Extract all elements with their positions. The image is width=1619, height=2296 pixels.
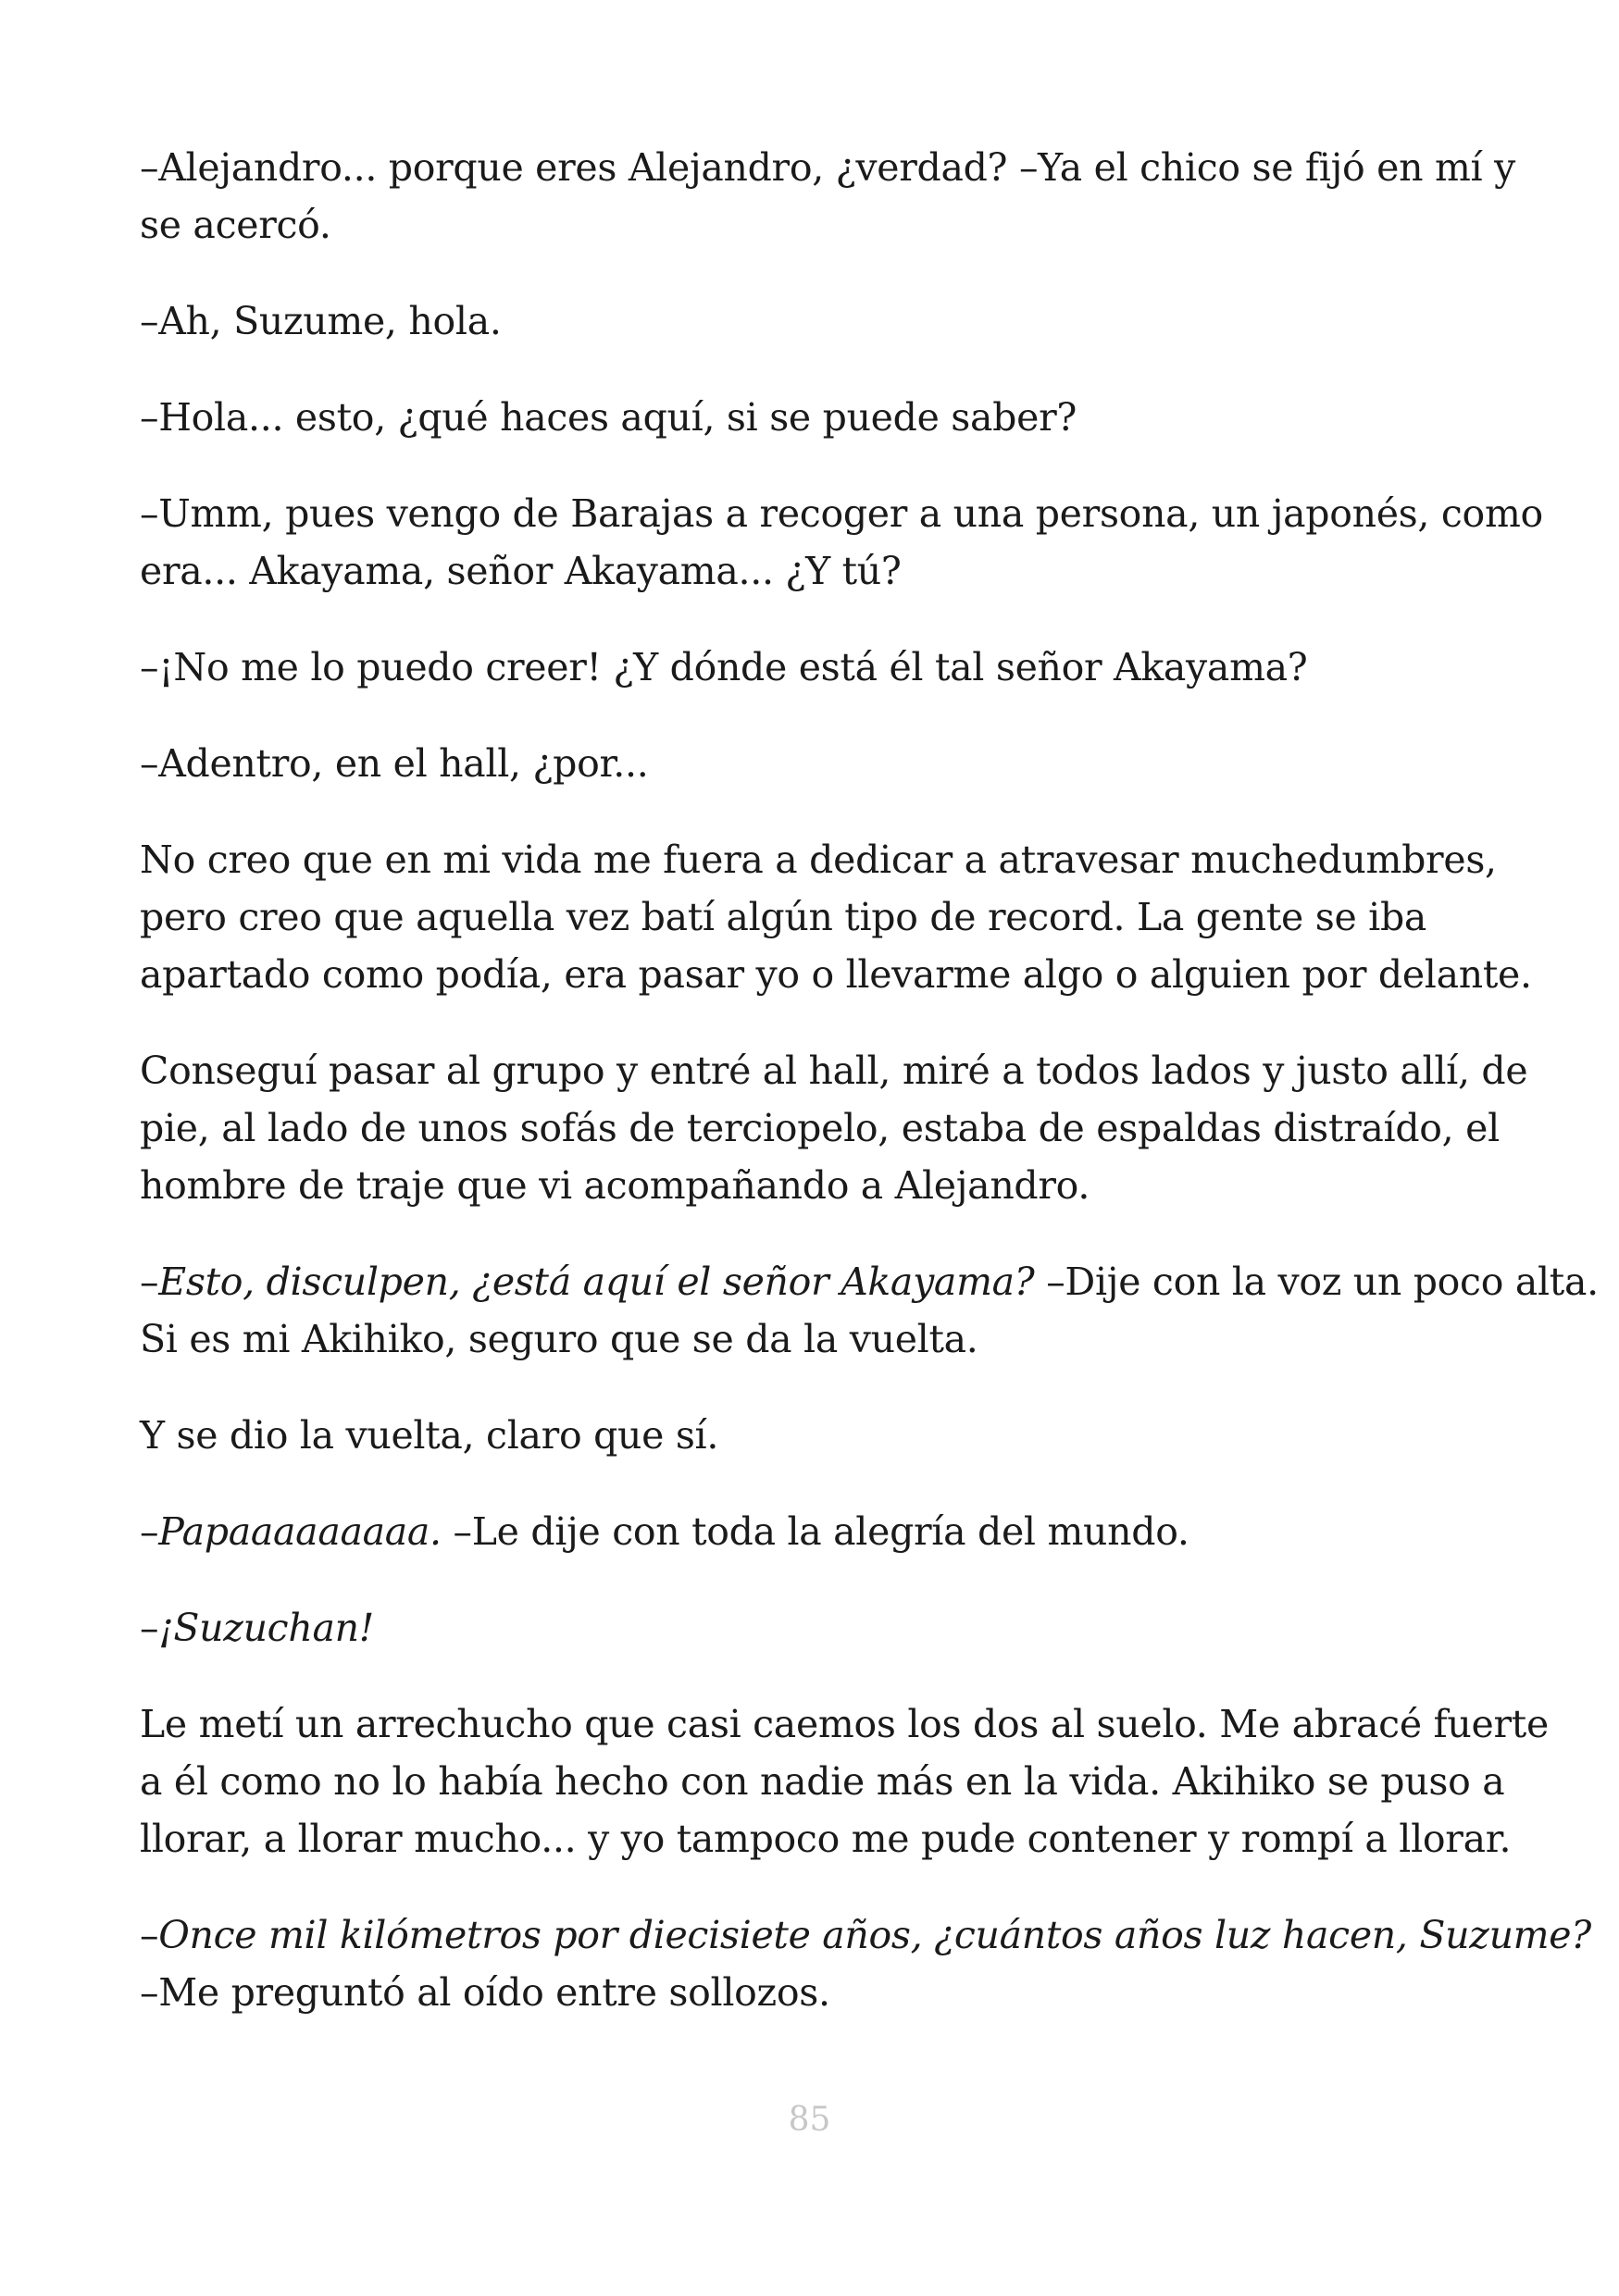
- text-line: [140, 1964, 1510, 2021]
- italic-text-span: ¡Suzuchan!: [158, 1606, 374, 1650]
- text-span: Si es mi Akihiko, seguro que se da la vuelta.: [140, 1317, 978, 1361]
- text-line: [140, 1753, 1510, 1810]
- text-span: hombre de traje que vi acompañando a Alejandro.: [140, 1163, 1090, 1208]
- text-span: pie, al lado de unos sofás de terciopelo, estaba de espaldas distraído, el: [140, 1106, 1500, 1150]
- text-line: [140, 542, 1510, 600]
- italic-text-span: Esto, disculpen, ¿está aquí el señor Akayama?: [158, 1260, 1035, 1304]
- text-line: [140, 1407, 1510, 1464]
- text-line: [140, 1042, 1528, 1099]
- text-span: era... Akayama, señor Akayama... ¿Y tú?: [140, 549, 902, 593]
- paragraph: [140, 1407, 1510, 1464]
- text-span: –: [140, 1606, 159, 1650]
- paragraph: [140, 1503, 1510, 1560]
- text-span: llorar, a llorar mucho... y yo tampoco me pude contener y rompí a llorar.: [140, 1817, 1512, 1861]
- paragraph: [140, 1906, 1591, 2021]
- paragraph: [140, 831, 1532, 1003]
- text-line: [140, 1906, 1591, 1964]
- paragraph: [140, 1695, 1549, 1868]
- italic-text-span: Papaaaaaaaaa.: [158, 1509, 442, 1554]
- text-line: [140, 485, 1543, 542]
- text-line: [140, 639, 1510, 696]
- paragraph: [140, 1042, 1528, 1214]
- text-line: [140, 1810, 1510, 1868]
- text-span: –Adentro, en el hall, ¿por...: [140, 741, 649, 786]
- text-line: [140, 139, 1515, 196]
- text-span: pero creo que aquella vez batí algún tipo de record. La gente se iba: [140, 895, 1427, 939]
- text-span: –: [140, 1913, 159, 1957]
- text-span: –Umm, pues vengo de Barajas a recoger a una persona, un japonés, como: [140, 491, 1543, 536]
- text-line: [140, 1253, 1599, 1310]
- text-span: –Hola... esto, ¿qué haces aquí, si se puede saber?: [140, 395, 1077, 440]
- page-number: 85: [788, 2101, 831, 2139]
- text-span: se acercó.: [140, 203, 331, 247]
- text-span: –: [140, 1260, 159, 1304]
- text-span: a él como no lo había hecho con nadie más en la vida. Akihiko se puso a: [140, 1759, 1505, 1804]
- text-span: –Dije con la voz un poco alta.: [1034, 1260, 1599, 1304]
- paragraph: [140, 139, 1515, 254]
- text-line: [140, 1599, 1510, 1657]
- text-line: [140, 1157, 1510, 1214]
- text-span: apartado como podía, era pasar yo o llevarme algo o alguien por delante.: [140, 952, 1532, 997]
- text-line: [140, 1503, 1510, 1560]
- text-line: [140, 292, 1510, 350]
- paragraph: [140, 292, 1510, 350]
- text-span: –Me preguntó al oído entre sollozos.: [140, 1970, 830, 2015]
- text-span: –Alejandro... porque eres Alejandro, ¿verdad? –Ya el chico se fijó en mí y: [140, 145, 1515, 190]
- text-line: [140, 1310, 1510, 1368]
- text-span: –¡No me lo puedo creer! ¿Y dónde está él tal señor Akayama?: [140, 645, 1308, 689]
- text-line: [140, 1099, 1510, 1157]
- body-text: [140, 139, 1599, 2060]
- text-span: –Le dije con toda la alegría del mundo.: [441, 1509, 1189, 1554]
- text-span: No creo que en mi vida me fuera a dedicar a atravesar muchedumbres,: [140, 838, 1497, 882]
- text-line: [140, 946, 1532, 1003]
- paragraph: [140, 1253, 1599, 1368]
- text-span: Conseguí pasar al grupo y entré al hall, miré a todos lados y justo allí, de: [140, 1049, 1528, 1093]
- paragraph: [140, 485, 1543, 600]
- text-line: [140, 1695, 1549, 1753]
- text-span: –: [140, 1509, 159, 1554]
- paragraph: [140, 735, 1510, 792]
- text-line: [140, 831, 1510, 888]
- text-line: [140, 735, 1510, 792]
- text-span: –Ah, Suzume, hola.: [140, 299, 502, 343]
- text-span: Le metí un arrechucho que casi caemos los dos al suelo. Me abracé fuerte: [140, 1702, 1549, 1746]
- text-line: [140, 888, 1510, 946]
- paragraph: [140, 389, 1510, 446]
- text-span: Y se dio la vuelta, claro que sí.: [140, 1413, 719, 1458]
- text-line: [140, 389, 1510, 446]
- italic-text-span: Once mil kilómetros por diecisiete años, ¿cuántos años luz hacen, Suzume?: [158, 1913, 1591, 1957]
- paragraph: [140, 639, 1510, 696]
- paragraph: [140, 1599, 1510, 1657]
- text-line: [140, 196, 1510, 254]
